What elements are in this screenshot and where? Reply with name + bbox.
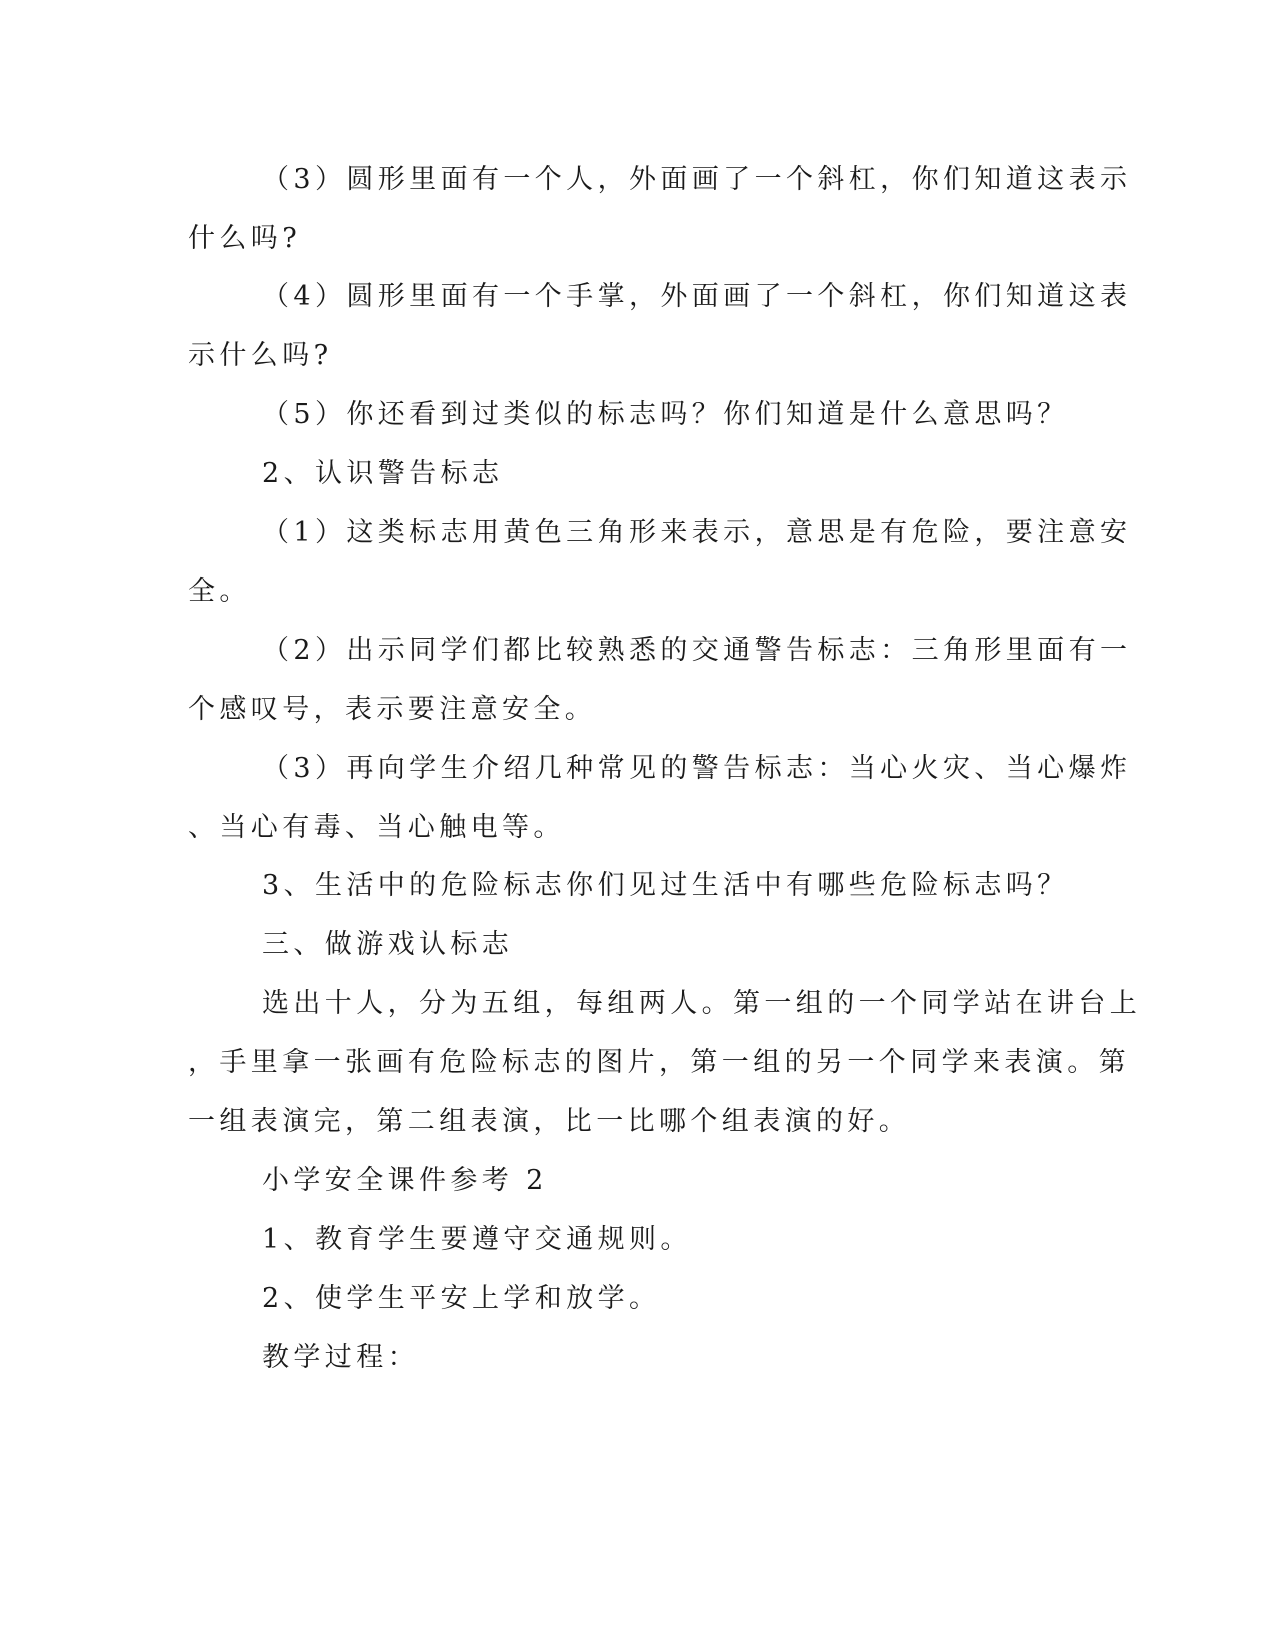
text-line: 一组表演完，第二组表演，比一比哪个组表演的好。 — [188, 1106, 911, 1137]
text-line: 、当心有毒、当心触电等。 — [188, 812, 565, 843]
text-line: 1、教育学生要遵守交通规则。 — [262, 1224, 692, 1255]
section-heading: 2、认识警告标志 — [262, 458, 504, 489]
text-line: （3）圆形里面有一个人，外面画了一个斜杠，你们知道这表示 — [262, 164, 1132, 195]
text-line: 全。 — [188, 576, 251, 607]
text-line: （5）你还看到过类似的标志吗？你们知道是什么意思吗？ — [262, 399, 1069, 430]
text-line: （4）圆形里面有一个手掌，外面画了一个斜杠，你们知道这表 — [262, 281, 1132, 312]
text-line: 选出十人，分为五组，每组两人。第一组的一个同学站在讲台上 — [262, 988, 1142, 1019]
text-line: 2、使学生平安上学和放学。 — [262, 1283, 661, 1314]
section-heading: 小学安全课件参考 2 — [262, 1165, 548, 1196]
text-line: （1）这类标志用黄色三角形来表示，意思是有危险，要注意安 — [262, 517, 1132, 548]
text-line: 什么吗? — [188, 223, 302, 254]
text-line: ，手里拿一张画有危险标志的图片，第一组的另一个同学来表演。第 — [188, 1047, 1130, 1078]
section-heading: 教学过程： — [262, 1342, 419, 1373]
text-line: 示什么吗? — [188, 340, 333, 371]
section-heading: 三、做游戏认标志 — [262, 929, 514, 960]
text-line: 3、生活中的危险标志你们见过生活中有哪些危险标志吗？ — [262, 870, 1069, 901]
text-line: （3）再向学生介绍几种常见的警告标志：当心火灾、当心爆炸 — [262, 753, 1132, 784]
text-line: （2）出示同学们都比较熟悉的交通警告标志：三角形里面有一 — [262, 635, 1132, 666]
text-line: 个感叹号，表示要注意安全。 — [188, 694, 597, 725]
